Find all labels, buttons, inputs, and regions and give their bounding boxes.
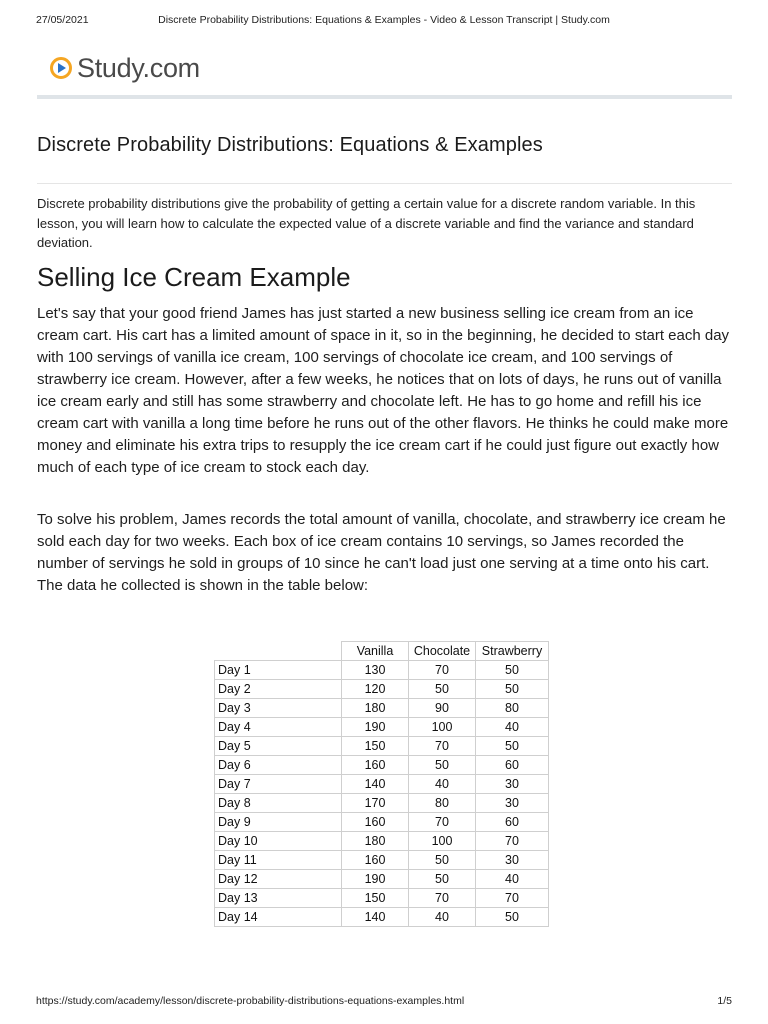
section-heading: Selling Ice Cream Example xyxy=(37,262,351,292)
table-row-label: Day 9 xyxy=(215,813,342,832)
table-row-label: Day 4 xyxy=(215,718,342,737)
table-row-label: Day 14 xyxy=(215,908,342,927)
table-cell: 30 xyxy=(476,775,549,794)
title-divider xyxy=(37,183,732,184)
table-cell: 170 xyxy=(342,794,409,813)
table-cell: 70 xyxy=(409,737,476,756)
table-cell: 30 xyxy=(476,851,549,870)
table-cell: 150 xyxy=(342,737,409,756)
lesson-title: Discrete Probability Distributions: Equations & Examples xyxy=(37,134,543,156)
table-row-label: Day 7 xyxy=(215,775,342,794)
table-cell: 40 xyxy=(409,908,476,927)
print-url: https://study.com/academy/lesson/discrete-probability-distributions-equations-examples.html xyxy=(36,995,465,1007)
table-row-label: Day 2 xyxy=(215,680,342,699)
table-cell: 60 xyxy=(476,813,549,832)
table-cell: 40 xyxy=(476,870,549,889)
play-circle-icon xyxy=(50,57,72,79)
table-cell: 80 xyxy=(476,699,549,718)
table-cell: 70 xyxy=(476,889,549,908)
table-row-label: Day 5 xyxy=(215,737,342,756)
table-row xyxy=(215,699,549,718)
table-cell: 40 xyxy=(476,718,549,737)
table-row xyxy=(215,756,549,775)
table-row-label: Day 3 xyxy=(215,699,342,718)
table-row-label: Day 10 xyxy=(215,832,342,851)
table-row-label: Day 12 xyxy=(215,870,342,889)
table-body xyxy=(215,661,549,927)
table-cell: 150 xyxy=(342,889,409,908)
table-cell: 80 xyxy=(409,794,476,813)
table-row-label: Day 11 xyxy=(215,851,342,870)
table-cell: 50 xyxy=(409,870,476,889)
table-row-label: Day 8 xyxy=(215,794,342,813)
table-cell: 70 xyxy=(409,813,476,832)
table-cell: 50 xyxy=(476,737,549,756)
table-cell: 100 xyxy=(409,832,476,851)
table-row xyxy=(215,851,549,870)
table-row xyxy=(215,908,549,927)
lesson-intro: Discrete probability distributions give the probability of getting a certain value for a discrete random variable. In this lesson, you will learn how to calculate the expected value of a discrete variable and find the variance and standard deviation. xyxy=(37,196,696,250)
table-cell: 180 xyxy=(342,699,409,718)
table-cell: 50 xyxy=(409,756,476,775)
table-header-cell xyxy=(215,642,342,661)
site-logo[interactable] xyxy=(50,52,200,84)
table-cell: 70 xyxy=(409,661,476,680)
table-cell: 140 xyxy=(342,908,409,927)
table-header-vanilla: Vanilla xyxy=(342,642,409,661)
table-cell: 60 xyxy=(476,756,549,775)
table-cell: 160 xyxy=(342,756,409,775)
table-header-strawberry: Strawberry xyxy=(476,642,549,661)
table-cell: 50 xyxy=(409,680,476,699)
table-cell: 50 xyxy=(476,908,549,927)
table-cell: 90 xyxy=(409,699,476,718)
table-row xyxy=(215,737,549,756)
table-row xyxy=(215,718,549,737)
print-page-title: Discrete Probability Distributions: Equations & Examples - Video & Lesson Transcript | Study.com xyxy=(158,14,610,26)
table-row xyxy=(215,889,549,908)
table-row-label: Day 6 xyxy=(215,756,342,775)
header-divider xyxy=(37,95,732,99)
table-row xyxy=(215,794,549,813)
table-cell: 160 xyxy=(342,813,409,832)
table-row-label: Day 1 xyxy=(215,661,342,680)
ice-cream-sales-table xyxy=(214,641,549,927)
table-row xyxy=(215,832,549,851)
logo-text: Study.com xyxy=(77,52,200,83)
table-header-chocolate: Chocolate xyxy=(409,642,476,661)
paragraph-2: To solve his problem, James records the total amount of vanilla, chocolate, and strawberry ice cream he sold each day for two weeks. Each box of ice cream contains 10 servings, so James recorded the number of servings he sold in groups of 10 since he can't load just one serving at a time onto his cart. The data he collected is shown in the table below: xyxy=(37,511,726,594)
table-cell: 70 xyxy=(476,832,549,851)
table-cell: 160 xyxy=(342,851,409,870)
table-cell: 120 xyxy=(342,680,409,699)
table-row xyxy=(215,775,549,794)
table-cell: 70 xyxy=(409,889,476,908)
table-cell: 190 xyxy=(342,718,409,737)
page-number: 1/5 xyxy=(717,995,732,1007)
table-row xyxy=(215,661,549,680)
table-row xyxy=(215,870,549,889)
print-date: 27/05/2021 xyxy=(36,14,89,26)
table-cell: 40 xyxy=(409,775,476,794)
table-cell: 100 xyxy=(409,718,476,737)
table-cell: 50 xyxy=(476,680,549,699)
table-cell: 50 xyxy=(409,851,476,870)
table-cell: 130 xyxy=(342,661,409,680)
table-cell: 190 xyxy=(342,870,409,889)
table-row-label: Day 13 xyxy=(215,889,342,908)
table-cell: 50 xyxy=(476,661,549,680)
table-cell: 140 xyxy=(342,775,409,794)
table-header-row xyxy=(215,642,549,661)
table-row xyxy=(215,813,549,832)
print-header xyxy=(0,14,768,30)
table-row xyxy=(215,680,549,699)
table-cell: 30 xyxy=(476,794,549,813)
paragraph-1: Let's say that your good friend James has just started a new business selling ice cream from an ice cream cart. His cart has a limited amount of space in it, so in the beginning, he decided to start each day with 100 servings of vanilla ice cream, 100 servings of chocolate ice cream, and 100 servings of strawberry ice cream. However, after a few weeks, he notices that on lots of days, he runs out of vanilla ice cream early and still has some strawberry and chocolate left. He has to go home and refill his ice cream cart with vanilla a long time before he runs out of the other flavors. He thinks he could make more money and eliminate his extra trips to resupply the ice cream cart if he could just figure out exactly how much of each type of ice cream to stock each day. xyxy=(37,305,730,476)
table-cell: 180 xyxy=(342,832,409,851)
